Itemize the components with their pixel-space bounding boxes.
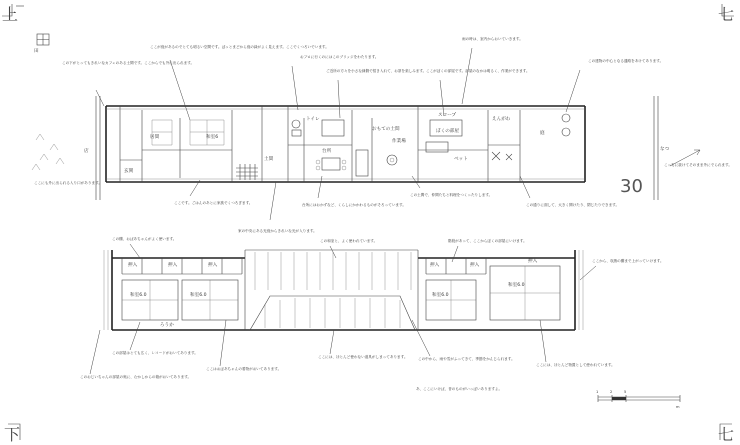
round-table-center — [390, 158, 394, 162]
room-label-1: 居間 — [150, 135, 160, 140]
top-note-6: この建物の中心となる通路をあけてあります。 — [588, 59, 664, 63]
room-label-14: 店 — [84, 149, 89, 154]
room-label-7: おもての土間 — [372, 127, 400, 132]
roof-stripes-lower — [265, 298, 400, 328]
scale-tick-1: 1 — [596, 390, 599, 394]
section-drawing — [104, 250, 583, 330]
plan-partitions — [120, 106, 520, 182]
left-annotations — [32, 60, 194, 185]
section-note-10: ここには、ほとんど物置として使われています。 — [536, 363, 615, 367]
roof-gable — [250, 296, 415, 330]
plan-wall-inner-lines — [106, 109, 585, 179]
top-annotations — [150, 36, 663, 120]
room-label-10: ぼくの部屋 — [436, 129, 459, 134]
chair — [316, 166, 320, 170]
closet-label-3: 押入 — [208, 263, 218, 268]
left-note-1: この下がとってもきれいなカフェのある土間です。ここからでも外に出られます。 — [62, 61, 195, 65]
closet-label-1: 押入 — [128, 263, 138, 268]
corner-label-br: 七 — [718, 425, 735, 444]
section-note-9: この中から、雨や雪がふってきて、季節をかんじられます。 — [418, 357, 515, 361]
site-label: 田 — [34, 49, 39, 54]
scale-tick-3: 5 — [624, 390, 627, 394]
corner-label-bl: 下 — [4, 425, 21, 444]
section-room-label-1: 和室6.0 — [130, 293, 147, 298]
room-label-8: 作業場 — [392, 139, 406, 144]
scale-bar — [596, 390, 680, 409]
section-note-7: このおじいちゃんの部屋の奥に、むかしからの箱がおいてあります。 — [80, 375, 192, 379]
plan-bottom-note-2: 家の中央にある光庭からきれいな光が入ります。 — [238, 229, 317, 233]
kitchen-table — [322, 158, 340, 170]
tatami-grid — [152, 120, 224, 145]
section-room-label-2: 和室6.0 — [190, 293, 207, 298]
page-number: 30 — [620, 176, 643, 197]
corner-label-tr: 七 — [718, 5, 735, 24]
room-label-9: 土間 — [264, 157, 274, 162]
plan-bottom-annotations — [174, 162, 732, 233]
plant-marks — [492, 152, 512, 160]
closet-label-6: 押入 — [528, 259, 538, 264]
room-label-13: 庭 — [540, 131, 545, 136]
section-room-label-3: 和室6.0 — [432, 293, 449, 298]
room-label-6: スロープ — [438, 113, 457, 118]
section-annotations — [80, 236, 664, 391]
bathtub — [322, 120, 344, 136]
chair — [342, 160, 346, 164]
round-plant — [562, 114, 570, 122]
section-wall-hatch — [104, 250, 583, 330]
scale-tick-2: 2 — [610, 390, 613, 394]
section-note-4: ここから、収納の棚まで上がっていけます。 — [592, 259, 664, 263]
site-mark — [37, 34, 49, 45]
tree-symbols — [32, 134, 64, 170]
plan-bottom-note-5: この通りに面して、大きく開けたり、閉じたりできます。 — [526, 203, 620, 207]
street-edge-right — [654, 96, 658, 200]
round-table — [387, 155, 397, 165]
chair — [316, 160, 320, 164]
left-note-2: ここにも外に出られる入り口があります。 — [34, 181, 102, 185]
top-note-5: ここがぼくの部屋です。部屋のなかは明るく、作業ができます。 — [426, 69, 530, 73]
corner-label-tl: 上 — [2, 5, 19, 24]
chair — [342, 166, 346, 170]
toilet-fixture — [292, 120, 300, 128]
section-note-2: この和室と、よく使われています。 — [320, 239, 378, 243]
section-tatami-lines — [122, 280, 238, 320]
floor-plan — [84, 96, 700, 200]
room-label-11: ベット — [454, 157, 468, 162]
section-room-label-4: 和室6.0 — [508, 283, 525, 288]
section-note-8: ここには、ほとんど使わない道具がしまってあります。 — [318, 355, 408, 359]
room-label-2: 和室6 — [206, 135, 219, 140]
stair — [236, 164, 258, 180]
plan-bottom-note-4: この土間で、仲間たちと料理をつくったりします。 — [410, 193, 493, 197]
kitchen-counter — [356, 150, 368, 176]
scale-unit: m — [676, 405, 680, 409]
room-label-12: えんがわ — [492, 117, 511, 122]
section-side-walls — [112, 250, 575, 330]
plan-bottom-note-1: ここです。ごはんのあとに家族でくつろぎます。 — [174, 201, 253, 205]
closet-label-5: 押入 — [470, 263, 480, 268]
room-label-5: 台所 — [322, 149, 332, 154]
sink-fixture — [292, 130, 301, 136]
closet-row — [122, 258, 242, 274]
north-label: なつ — [660, 147, 670, 152]
top-note-2: おフロに行くのにはこのブリッジをわたります。 — [300, 55, 379, 59]
round-plant — [562, 128, 570, 136]
section-note-6: ここはおばあちゃんの着物がおいてあります。 — [206, 367, 282, 371]
section-note-1: この棚、おばあちゃんがよく使います。 — [112, 237, 177, 241]
bed — [426, 142, 448, 152]
top-note-4: 雨の時は、室内からおいていきます。 — [462, 37, 523, 41]
section-room-label-5: ろうか — [160, 323, 174, 328]
room-label-3: 玄関 — [124, 169, 134, 174]
central-roof-frame — [245, 250, 418, 330]
site-mark-cross — [37, 34, 49, 45]
plan-bottom-note-3: 台所にはおかずなど、くらしにかかわるものがそろっています。 — [302, 203, 406, 207]
scale-bar-lines — [598, 395, 680, 402]
right-note-1: こっちに抜けてそのまま外にでられます。 — [664, 163, 732, 167]
top-note-3: ご近所の方々を小さな縁側で招き入れて、お茶を楽しみます。 — [326, 69, 427, 73]
top-note-1: ここが庭があるのでとても明るい空間です。ぱっとまどから庭の緑がよく見えます。ここでくつろいでいます。 — [150, 45, 329, 49]
room-label-4: トイレ — [306, 117, 320, 122]
closet-label-4: 押入 — [430, 263, 440, 268]
scale-bar-fill — [612, 397, 626, 400]
roof-stripes-upper — [255, 252, 411, 290]
closet-label-2: 押入 — [168, 263, 178, 268]
section-note-11: あ、ここにいけば、昔のものがいっぱいありますよ。 — [416, 387, 503, 391]
section-note-3: 階段があって、ここからぼくの部屋にいけます。 — [448, 239, 527, 243]
section-note-5: この部屋はとても広く、レコードがおいてあります。 — [112, 351, 198, 355]
